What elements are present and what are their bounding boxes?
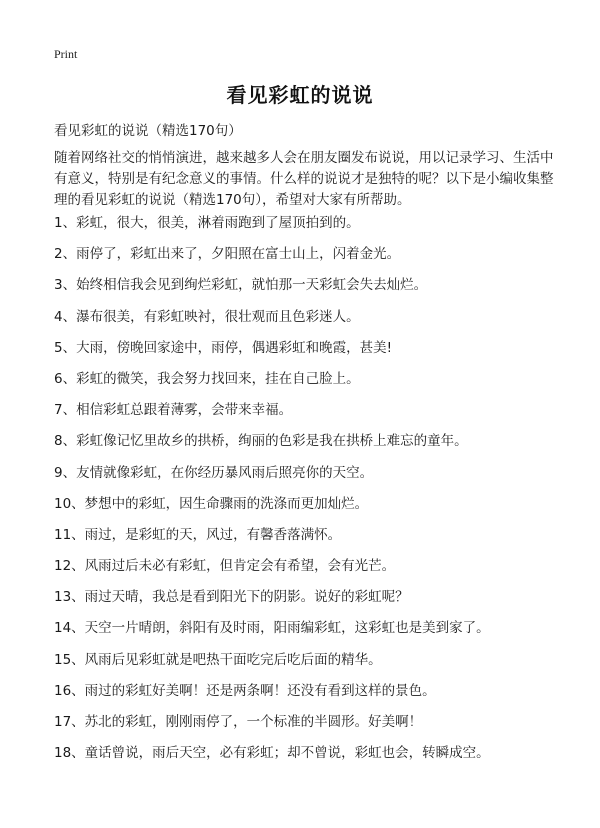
list-item: 11、雨过，是彩虹的天，风过，有馨香落满怀。: [54, 526, 342, 543]
list-item: 4、瀑布很美，有彩虹映衬，很壮观而且色彩迷人。: [54, 308, 360, 325]
list-item: 6、彩虹的微笑，我会努力找回来，挂在自己脸上。: [54, 370, 360, 387]
article-subtitle: 看见彩虹的说说（精选170句）: [54, 123, 242, 139]
list-item: 15、风雨后见彩虹就是吧热干面吃完后吃后面的精华。: [54, 651, 382, 668]
list-item: 12、风雨过后未必有彩虹，但肯定会有希望，会有光芒。: [54, 558, 396, 575]
list-item: 2、雨停了，彩虹出来了，夕阳照在富士山上，闪着金光。: [54, 246, 401, 263]
quote-list: [54, 213, 574, 774]
list-item: 10、梦想中的彩虹，因生命骤雨的洗涤而更加灿烂。: [54, 495, 369, 512]
intro-paragraph: 随着网络社交的悄悄演进，越来越多人会在朋友圈发布说说，用以记录学习、生活中有意义，特别是有纪念意义的事情。什么样的说说才是独特的呢？以下是小编收集整理的看见彩虹的说说（精选170句），希望对大家有所帮助。: [54, 150, 554, 208]
list-item: 1、彩虹，很大，很美，淋着雨跑到了屋顶拍到的。: [54, 215, 360, 231]
print-link[interactable]: Print: [54, 47, 78, 61]
list-item: 14、天空一片晴朗，斜阳有及时雨，阳雨编彩虹，这彩虹也是美到家了。: [54, 620, 490, 637]
list-item: 17、苏北的彩虹，刚刚雨停了，一个标准的半圆形。好美啊！: [54, 714, 423, 730]
list-item: 7、相信彩虹总跟着薄雾，会带来幸福。: [54, 402, 293, 419]
page-title: 看见彩虹的说说: [226, 83, 374, 107]
list-item: 5、大雨，傍晚回家途中，雨停，偶遇彩虹和晚霞，甚美!: [54, 339, 393, 356]
list-item: 13、雨过天晴，我总是看到阳光下的阴影。说好的彩虹呢？: [54, 589, 409, 606]
list-item: 9、友情就像彩虹，在你经历暴风雨后照亮你的天空。: [54, 464, 374, 481]
list-item: 3、始终相信我会见到绚烂彩虹，就怕那一天彩虹会失去灿烂。: [54, 277, 428, 294]
list-item: 8、彩虹像记忆里故乡的拱桥，绚丽的色彩是我在拱桥上难忘的童年。: [54, 433, 468, 450]
list-item: 18、童话曾说，雨后天空，必有彩虹；却不曾说，彩虹也会，转瞬成空。: [54, 745, 490, 762]
list-item: 16、雨过的彩虹好美啊！还是两条啊！还没有看到这样的景色。: [54, 682, 436, 699]
